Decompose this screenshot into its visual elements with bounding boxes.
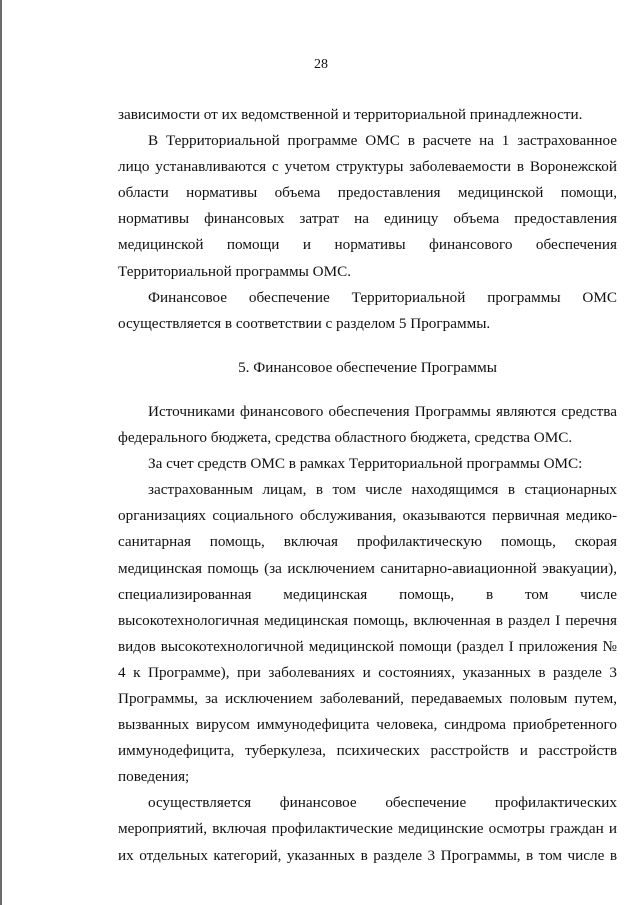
paragraph: В Территориальной программе ОМС в расчете на 1 застрахованное лицо устанавливаются с учетом структуры заболеваемости в Воронежской области нормативы объема предоставления медицинской помощи, нормативы финансовых затрат на единицу объема предоставления медицинской помощи и нормативы финансового обеспечения Территориальной программы ОМС.: [118, 132, 617, 280]
paragraph: Финансовое обеспечение Территориальной программы ОМС осуществляется в соответствии с разделом 5 Программы.: [118, 288, 617, 332]
paragraph: За счет средств ОМС в рамках Территориальной программы ОМС:: [148, 455, 583, 473]
paragraph: осуществляется финансовое обеспечение профилактических мероприятий, включая профилактические медицинские осмотры граждан и их отдельных категорий, указанных в разделе 3 Программы, в том числе в: [118, 794, 617, 864]
page-number: 28: [314, 57, 328, 72]
document-body: [118, 102, 617, 869]
paragraph: Источниками финансового обеспечения Программы являются средства федерального бюджета, средства областного бюджета, средства ОМС.: [118, 402, 617, 447]
paragraph-continuation: зависимости от их ведомственной и территориальной принадлежности.: [118, 106, 583, 123]
section-heading: 5. Финансовое обеспечение Программы: [238, 358, 497, 376]
paragraph: застрахованным лицам, в том числе находящимся в стационарных организациях социального обслуживания, оказываются первичная медико-санитарная помощь, включая профилактическую помощь, скорая медицинская помощь (за исключением санитарно-авиационной эвакуации), специализированная медицинская помощь, в том числе высокотехнологичная медицинская помощь, включенная в раздел I перечня видов высокотехнологичной медицинской помощи (раздел I приложения № 4 к Программе), при заболеваниях и состояниях, указанных в разделе 3 Программы, за исключением заболеваний, передаваемых половым путем, вызванных вирусом иммунодефицита человека, синдрома приобретенного иммунодефицита, туберкулеза, психических расстройств и расстройств поведения;: [118, 481, 617, 786]
